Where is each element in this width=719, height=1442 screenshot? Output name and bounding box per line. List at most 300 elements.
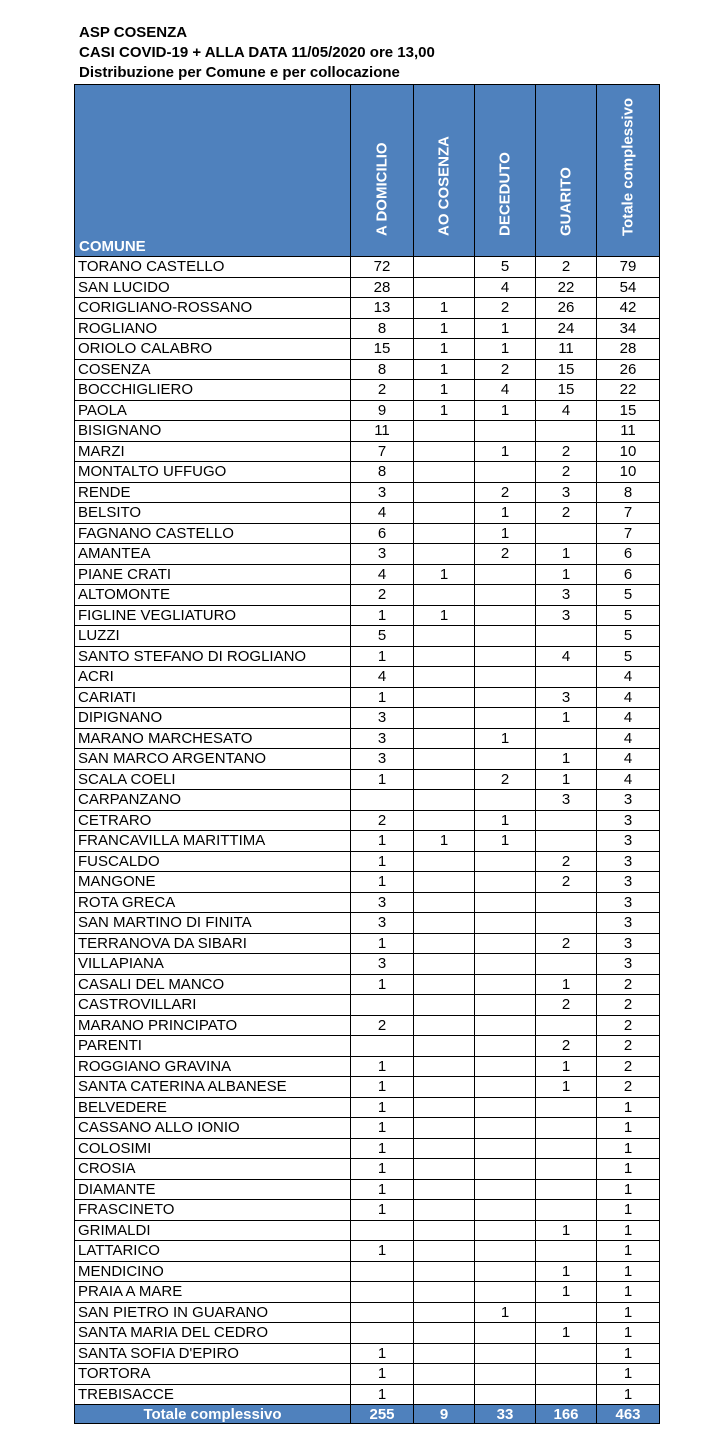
guarito-cell: 1 [536, 749, 597, 770]
comune-cell: PIANE CRATI [75, 564, 351, 585]
a-domicilio-cell: 8 [351, 318, 414, 339]
guarito-cell [536, 626, 597, 647]
table-row [75, 1097, 660, 1118]
guarito-cell [536, 1302, 597, 1323]
totals-label: Totale complessivo [75, 1405, 351, 1424]
totale-cell: 1 [597, 1343, 660, 1364]
totale-cell: 11 [597, 421, 660, 442]
table-row [75, 1118, 660, 1139]
column-header-label: Totale complessivo [619, 97, 637, 236]
table-row [75, 318, 660, 339]
a-domicilio-cell: 1 [351, 646, 414, 667]
table-row [75, 503, 660, 524]
a-domicilio-cell: 1 [351, 974, 414, 995]
comune-cell: COLOSIMI [75, 1138, 351, 1159]
comune-cell: SANTA SOFIA D'EPIRO [75, 1343, 351, 1364]
ao-cosenza-cell [414, 544, 475, 565]
ao-cosenza-cell [414, 1138, 475, 1159]
totals-row [75, 1405, 660, 1424]
totale-cell: 1 [597, 1200, 660, 1221]
deceduto-cell: 1 [475, 339, 536, 360]
deceduto-cell: 2 [475, 359, 536, 380]
table-row [75, 298, 660, 319]
guarito-cell: 24 [536, 318, 597, 339]
guarito-cell [536, 1097, 597, 1118]
ao-cosenza-cell [414, 1384, 475, 1405]
table-row [75, 277, 660, 298]
table-row [75, 1159, 660, 1180]
table-row [75, 462, 660, 483]
guarito-cell [536, 1241, 597, 1262]
table-row [75, 687, 660, 708]
ao-cosenza-cell [414, 790, 475, 811]
a-domicilio-cell: 7 [351, 441, 414, 462]
deceduto-cell: 1 [475, 318, 536, 339]
table-row [75, 1036, 660, 1057]
a-domicilio-cell: 1 [351, 1384, 414, 1405]
totale-cell: 1 [597, 1241, 660, 1262]
title-line-1: ASP COSENZA [79, 24, 188, 41]
totale-cell: 1 [597, 1261, 660, 1282]
totale-cell: 1 [597, 1302, 660, 1323]
comune-cell: BOCCHIGLIERO [75, 380, 351, 401]
a-domicilio-cell: 1 [351, 769, 414, 790]
deceduto-cell: 1 [475, 1302, 536, 1323]
comune-cell: LUZZI [75, 626, 351, 647]
a-domicilio-cell: 28 [351, 277, 414, 298]
table-row [75, 1220, 660, 1241]
ao-cosenza-cell [414, 1302, 475, 1323]
comune-cell: TORANO CASTELLO [75, 257, 351, 278]
totale-cell: 7 [597, 523, 660, 544]
comune-cell: SAN MARCO ARGENTANO [75, 749, 351, 770]
comune-cell: BELVEDERE [75, 1097, 351, 1118]
totale-cell: 2 [597, 1077, 660, 1098]
deceduto-cell [475, 1138, 536, 1159]
ao-cosenza-cell [414, 462, 475, 483]
totale-cell: 8 [597, 482, 660, 503]
table-row [75, 441, 660, 462]
table-row [75, 1282, 660, 1303]
totale-cell: 1 [597, 1384, 660, 1405]
totale-cell: 4 [597, 687, 660, 708]
a-domicilio-cell [351, 1282, 414, 1303]
column-header-label: DECEDUTO [496, 152, 514, 236]
guarito-cell: 2 [536, 441, 597, 462]
totale-cell: 3 [597, 872, 660, 893]
table-row [75, 1323, 660, 1344]
ao-cosenza-cell: 1 [414, 298, 475, 319]
ao-cosenza-cell [414, 851, 475, 872]
guarito-cell: 15 [536, 359, 597, 380]
a-domicilio-cell: 2 [351, 810, 414, 831]
table-row [75, 400, 660, 421]
a-domicilio-cell: 1 [351, 1056, 414, 1077]
comune-cell: CASSANO ALLO IONIO [75, 1118, 351, 1139]
guarito-cell [536, 1015, 597, 1036]
guarito-cell: 2 [536, 851, 597, 872]
totale-cell: 1 [597, 1220, 660, 1241]
a-domicilio-cell: 1 [351, 1138, 414, 1159]
ao-cosenza-cell [414, 1200, 475, 1221]
table-row [75, 1179, 660, 1200]
table-row [75, 1384, 660, 1405]
comune-cell: ORIOLO CALABRO [75, 339, 351, 360]
table-row [75, 995, 660, 1016]
guarito-cell: 3 [536, 687, 597, 708]
deceduto-cell [475, 913, 536, 934]
guarito-cell [536, 1200, 597, 1221]
ao-cosenza-cell: 1 [414, 831, 475, 852]
comune-cell: TERRANOVA DA SIBARI [75, 933, 351, 954]
totale-cell: 79 [597, 257, 660, 278]
ao-cosenza-cell [414, 1343, 475, 1364]
deceduto-cell [475, 974, 536, 995]
ao-cosenza-cell [414, 728, 475, 749]
table-row [75, 728, 660, 749]
comune-cell: RENDE [75, 482, 351, 503]
totale-cell: 2 [597, 1056, 660, 1077]
deceduto-cell: 4 [475, 277, 536, 298]
comune-cell: SANTO STEFANO DI ROGLIANO [75, 646, 351, 667]
table-row [75, 359, 660, 380]
guarito-cell [536, 1364, 597, 1385]
deceduto-cell [475, 1241, 536, 1262]
comune-cell: CETRARO [75, 810, 351, 831]
totale-cell: 4 [597, 769, 660, 790]
guarito-cell [536, 728, 597, 749]
ao-cosenza-cell [414, 1323, 475, 1344]
ao-cosenza-cell [414, 995, 475, 1016]
guarito-cell: 26 [536, 298, 597, 319]
table-row [75, 708, 660, 729]
deceduto-cell [475, 1118, 536, 1139]
total-complessivo: 463 [597, 1405, 660, 1424]
table-row [75, 851, 660, 872]
ao-cosenza-cell [414, 769, 475, 790]
deceduto-cell [475, 462, 536, 483]
title-line-3: Distribuzione per Comune e per collocazione [79, 64, 400, 81]
totale-cell: 2 [597, 1036, 660, 1057]
table-row [75, 974, 660, 995]
ao-cosenza-cell: 1 [414, 359, 475, 380]
deceduto-cell: 4 [475, 380, 536, 401]
guarito-cell [536, 1159, 597, 1180]
deceduto-cell [475, 1015, 536, 1036]
guarito-cell [536, 1118, 597, 1139]
deceduto-cell [475, 421, 536, 442]
ao-cosenza-cell: 1 [414, 318, 475, 339]
deceduto-cell: 1 [475, 400, 536, 421]
ao-cosenza-cell [414, 933, 475, 954]
guarito-cell [536, 954, 597, 975]
ao-cosenza-cell [414, 749, 475, 770]
ao-cosenza-cell [414, 585, 475, 606]
deceduto-cell: 1 [475, 831, 536, 852]
deceduto-cell [475, 687, 536, 708]
totale-cell: 3 [597, 913, 660, 934]
guarito-cell: 1 [536, 1056, 597, 1077]
ao-cosenza-cell [414, 892, 475, 913]
a-domicilio-cell: 6 [351, 523, 414, 544]
totale-cell: 2 [597, 974, 660, 995]
deceduto-cell: 2 [475, 298, 536, 319]
guarito-cell: 22 [536, 277, 597, 298]
ao-cosenza-cell [414, 646, 475, 667]
deceduto-cell [475, 1323, 536, 1344]
cases-table [74, 84, 660, 1424]
table-row [75, 954, 660, 975]
totale-cell: 1 [597, 1179, 660, 1200]
deceduto-cell [475, 749, 536, 770]
comune-cell: AMANTEA [75, 544, 351, 565]
totale-cell: 1 [597, 1138, 660, 1159]
ao-cosenza-cell: 1 [414, 564, 475, 585]
a-domicilio-cell: 1 [351, 1200, 414, 1221]
guarito-cell: 1 [536, 1261, 597, 1282]
guarito-cell [536, 913, 597, 934]
comune-cell: FRASCINETO [75, 1200, 351, 1221]
guarito-cell: 1 [536, 1323, 597, 1344]
table-row [75, 1200, 660, 1221]
comune-cell: DIAMANTE [75, 1179, 351, 1200]
comune-cell: ALTOMONTE [75, 585, 351, 606]
comune-cell: PARENTI [75, 1036, 351, 1057]
totale-cell: 1 [597, 1159, 660, 1180]
a-domicilio-cell: 3 [351, 913, 414, 934]
total-guarito: 166 [536, 1405, 597, 1424]
guarito-cell: 1 [536, 564, 597, 585]
a-domicilio-cell: 1 [351, 1364, 414, 1385]
guarito-cell [536, 421, 597, 442]
deceduto-cell [475, 1364, 536, 1385]
comune-cell: CASTROVILLARI [75, 995, 351, 1016]
a-domicilio-cell: 3 [351, 482, 414, 503]
deceduto-cell: 5 [475, 257, 536, 278]
a-domicilio-cell: 15 [351, 339, 414, 360]
table-row [75, 605, 660, 626]
comune-cell: MARANO PRINCIPATO [75, 1015, 351, 1036]
ao-cosenza-cell [414, 872, 475, 893]
a-domicilio-cell [351, 1323, 414, 1344]
a-domicilio-cell [351, 995, 414, 1016]
table-row [75, 482, 660, 503]
table-row [75, 933, 660, 954]
ao-cosenza-cell [414, 708, 475, 729]
deceduto-cell [475, 646, 536, 667]
comune-cell: SANTA CATERINA ALBANESE [75, 1077, 351, 1098]
comune-cell: VILLAPIANA [75, 954, 351, 975]
a-domicilio-cell: 3 [351, 728, 414, 749]
table-header-row [75, 85, 660, 257]
totale-cell: 3 [597, 933, 660, 954]
comune-cell: MENDICINO [75, 1261, 351, 1282]
a-domicilio-cell: 4 [351, 667, 414, 688]
total-a-domicilio: 255 [351, 1405, 414, 1424]
ao-cosenza-cell [414, 503, 475, 524]
a-domicilio-cell: 2 [351, 1015, 414, 1036]
table-row [75, 564, 660, 585]
a-domicilio-cell [351, 1261, 414, 1282]
totale-cell: 4 [597, 728, 660, 749]
deceduto-cell: 2 [475, 482, 536, 503]
comune-cell: DIPIGNANO [75, 708, 351, 729]
totale-cell: 3 [597, 810, 660, 831]
comune-cell: CROSIA [75, 1159, 351, 1180]
comune-cell: SCALA COELI [75, 769, 351, 790]
ao-cosenza-cell [414, 1282, 475, 1303]
table-row [75, 339, 660, 360]
ao-cosenza-cell [414, 277, 475, 298]
comune-cell: PRAIA A MARE [75, 1282, 351, 1303]
totale-cell: 1 [597, 1323, 660, 1344]
deceduto-cell [475, 995, 536, 1016]
a-domicilio-cell: 4 [351, 564, 414, 585]
comune-cell: SAN PIETRO IN GUARANO [75, 1302, 351, 1323]
comune-cell: FRANCAVILLA MARITTIMA [75, 831, 351, 852]
a-domicilio-cell: 1 [351, 851, 414, 872]
comune-cell: FIGLINE VEGLIATURO [75, 605, 351, 626]
table-row [75, 872, 660, 893]
deceduto-cell: 1 [475, 810, 536, 831]
a-domicilio-cell: 1 [351, 1118, 414, 1139]
guarito-cell [536, 523, 597, 544]
deceduto-cell [475, 851, 536, 872]
a-domicilio-cell: 8 [351, 462, 414, 483]
a-domicilio-cell: 1 [351, 1077, 414, 1098]
totale-cell: 4 [597, 749, 660, 770]
comune-cell: GRIMALDI [75, 1220, 351, 1241]
totale-cell: 5 [597, 646, 660, 667]
comune-cell: CASALI DEL MANCO [75, 974, 351, 995]
a-domicilio-cell: 1 [351, 1179, 414, 1200]
a-domicilio-cell: 1 [351, 1159, 414, 1180]
totale-cell: 28 [597, 339, 660, 360]
column-header-label: GUARITO [557, 167, 575, 236]
deceduto-cell: 1 [475, 503, 536, 524]
totale-cell: 15 [597, 400, 660, 421]
deceduto-cell: 1 [475, 728, 536, 749]
totale-cell: 1 [597, 1282, 660, 1303]
comune-cell: ACRI [75, 667, 351, 688]
guarito-cell: 1 [536, 544, 597, 565]
guarito-cell [536, 1384, 597, 1405]
guarito-cell [536, 667, 597, 688]
a-domicilio-cell: 72 [351, 257, 414, 278]
totale-cell: 1 [597, 1364, 660, 1385]
ao-cosenza-cell [414, 1220, 475, 1241]
table-row [75, 769, 660, 790]
a-domicilio-cell: 1 [351, 933, 414, 954]
ao-cosenza-cell [414, 441, 475, 462]
deceduto-cell: 2 [475, 544, 536, 565]
comune-cell: SAN LUCIDO [75, 277, 351, 298]
totale-cell: 10 [597, 462, 660, 483]
totale-cell: 2 [597, 1015, 660, 1036]
deceduto-cell [475, 933, 536, 954]
guarito-cell [536, 1343, 597, 1364]
table-body [75, 257, 660, 1405]
guarito-cell: 2 [536, 503, 597, 524]
table-row [75, 1015, 660, 1036]
totale-cell: 1 [597, 1097, 660, 1118]
comune-cell: PAOLA [75, 400, 351, 421]
column-header-label: AO COSENZA [435, 135, 453, 236]
guarito-cell: 2 [536, 1036, 597, 1057]
totale-cell: 3 [597, 892, 660, 913]
column-header-a-domicilio [351, 85, 414, 257]
deceduto-cell [475, 667, 536, 688]
a-domicilio-cell: 1 [351, 1241, 414, 1262]
a-domicilio-cell: 2 [351, 585, 414, 606]
guarito-cell: 11 [536, 339, 597, 360]
deceduto-cell: 1 [475, 441, 536, 462]
deceduto-cell [475, 954, 536, 975]
a-domicilio-cell [351, 790, 414, 811]
table-row [75, 1261, 660, 1282]
guarito-cell: 1 [536, 708, 597, 729]
ao-cosenza-cell [414, 687, 475, 708]
column-header-totale [597, 85, 660, 257]
deceduto-cell: 1 [475, 523, 536, 544]
ao-cosenza-cell [414, 257, 475, 278]
comune-cell: MONTALTO UFFUGO [75, 462, 351, 483]
column-header-ao-cosenza [414, 85, 475, 257]
guarito-cell: 4 [536, 400, 597, 421]
title-line-2: CASI COVID-19 + ALLA DATA 11/05/2020 ore 13,00 [79, 44, 435, 61]
column-header-deceduto [475, 85, 536, 257]
table-row [75, 585, 660, 606]
ao-cosenza-cell [414, 1015, 475, 1036]
table-row [75, 790, 660, 811]
total-ao-cosenza: 9 [414, 1405, 475, 1424]
document-header [79, 23, 435, 83]
deceduto-cell [475, 790, 536, 811]
totale-cell: 5 [597, 626, 660, 647]
a-domicilio-cell: 5 [351, 626, 414, 647]
deceduto-cell [475, 605, 536, 626]
guarito-cell: 3 [536, 585, 597, 606]
a-domicilio-cell: 3 [351, 954, 414, 975]
ao-cosenza-cell: 1 [414, 380, 475, 401]
a-domicilio-cell [351, 1036, 414, 1057]
guarito-cell: 1 [536, 1282, 597, 1303]
guarito-cell [536, 892, 597, 913]
deceduto-cell [475, 872, 536, 893]
a-domicilio-cell: 1 [351, 1343, 414, 1364]
ao-cosenza-cell [414, 1056, 475, 1077]
table-row [75, 749, 660, 770]
guarito-cell: 3 [536, 482, 597, 503]
deceduto-cell [475, 564, 536, 585]
a-domicilio-cell: 1 [351, 1097, 414, 1118]
a-domicilio-cell: 1 [351, 872, 414, 893]
column-header-comune: COMUNE [75, 85, 351, 257]
table-row [75, 1364, 660, 1385]
deceduto-cell [475, 1220, 536, 1241]
totale-cell: 10 [597, 441, 660, 462]
ao-cosenza-cell [414, 421, 475, 442]
totale-cell: 1 [597, 1118, 660, 1139]
totale-cell: 3 [597, 954, 660, 975]
deceduto-cell [475, 1036, 536, 1057]
ao-cosenza-cell [414, 1036, 475, 1057]
totale-cell: 2 [597, 995, 660, 1016]
comune-cell: BELSITO [75, 503, 351, 524]
totale-cell: 26 [597, 359, 660, 380]
a-domicilio-cell: 1 [351, 605, 414, 626]
totale-cell: 6 [597, 544, 660, 565]
